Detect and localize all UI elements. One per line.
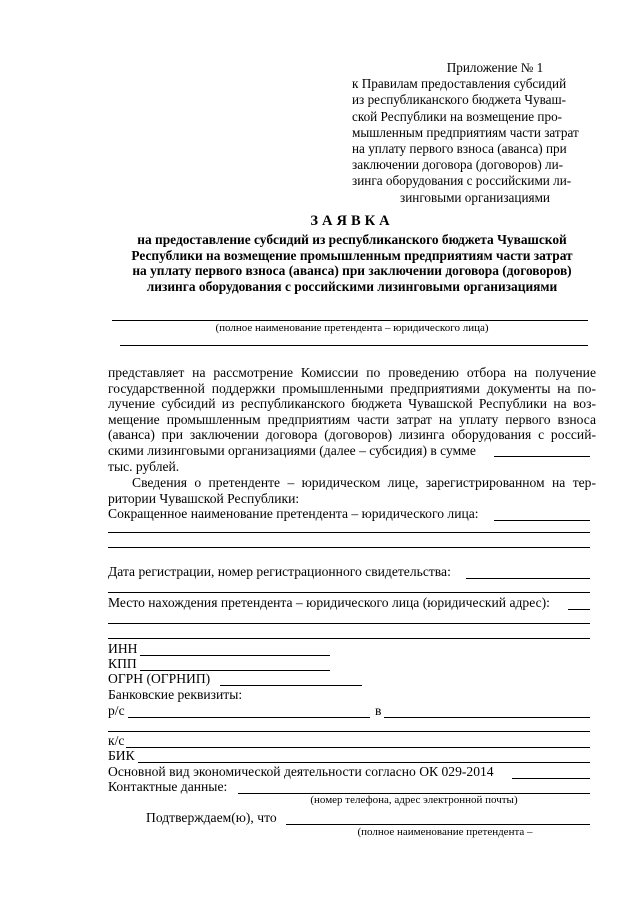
intro-line: (аванса) при заключении договора (договоров) лизинга оборудования с россий-	[108, 427, 596, 443]
annex-line: на уплату первого взноса (аванса) при	[352, 141, 567, 157]
reg-date-field[interactable]	[466, 578, 590, 579]
bank-field-2[interactable]	[108, 731, 590, 732]
address-field[interactable]	[568, 609, 590, 610]
intro-line: государственной поддержки промышленными предприятиями документы на по-	[108, 380, 596, 396]
annex-line: мышленным предприятиям части затрат	[352, 124, 579, 140]
address-field-3[interactable]	[108, 638, 590, 639]
address-label: Место нахождения претендента – юридического лица (юридический адрес):	[108, 595, 550, 610]
applicant-name-field[interactable]	[112, 320, 588, 321]
subtitle-line: на уплату первого взноса (аванса) при заключении договора (договоров)	[132, 263, 572, 278]
bik-label: БИК	[108, 748, 135, 763]
bank-name-field[interactable]	[384, 717, 590, 718]
short-name-field-2[interactable]	[108, 532, 590, 533]
contacts-hint: (номер телефона, адрес электронной почты)	[310, 794, 518, 806]
intro-paragraph	[108, 365, 596, 474]
amount-field[interactable]	[494, 456, 590, 457]
subtitle-line: лизинга оборудования с российскими лизинговыми организациями	[146, 278, 558, 294]
annex-line: из республиканского бюджета Чуваш-	[352, 92, 567, 108]
document-title: ЗАЯВКА	[310, 213, 394, 229]
short-name-label: Сокращенное наименование претендента – юридического лица:	[108, 506, 479, 521]
bank-label: Банковские реквизиты:	[108, 687, 243, 702]
intro-line: представляет на рассмотрение Комиссии по проведению отбора на получение	[108, 365, 596, 380]
bank-in-label: в	[375, 703, 382, 718]
bik-field[interactable]	[138, 762, 590, 763]
reg-date-label: Дата регистрации, номер регистрационного свидетельства:	[108, 564, 451, 579]
ogrn-field[interactable]	[220, 685, 362, 686]
info-line: Сведения о претенденте – юридическом лице, зарегистрированном на тер-	[132, 475, 596, 490]
contacts-label: Контактные данные:	[108, 779, 228, 794]
intro-line: мещение промышленным предприятиям части затрат на уплату первого взноса	[108, 411, 596, 427]
rs-field[interactable]	[128, 717, 370, 718]
annex-line: зинга оборудования с российскими ли-	[352, 173, 572, 189]
confirm-hint: (полное наименование претендента –	[357, 826, 533, 838]
intro-line: лучение субсидий из республиканского бюджета Чувашской Республики на воз-	[108, 396, 596, 412]
annex-block	[352, 60, 598, 206]
annex-line: зинговыми организациями	[400, 189, 550, 205]
info-line: ритории Чувашской Республики:	[108, 490, 300, 506]
applicant-name-field-2[interactable]	[120, 345, 588, 346]
address-field-2[interactable]	[108, 623, 590, 624]
okved-label: Основной вид экономической деятельности согласно ОК 029-2014	[108, 764, 494, 779]
reg-date-field-2[interactable]	[108, 592, 590, 593]
short-name-field-3[interactable]	[108, 547, 590, 548]
annex-number: Приложение № 1	[446, 60, 544, 75]
amount-unit: тыс. рублей.	[108, 458, 180, 474]
subtitle-line: Республики на возмещение промышленным предприятиям части затрат	[131, 247, 573, 263]
annex-line: ской Республики на возмещение про-	[352, 108, 563, 124]
intro-line: скими лизинговыми организациями (далее – субсидия) в сумме	[108, 442, 476, 458]
short-name-field[interactable]	[494, 520, 590, 521]
rs-label: р/с	[108, 703, 125, 718]
inn-field[interactable]	[140, 655, 330, 656]
confirm-label: Подтверждаем(ю), что	[146, 810, 277, 825]
annex-line: к Правилам предоставления субсидий	[352, 76, 567, 92]
annex-line: заключении договора (договоров) ли-	[352, 157, 564, 173]
ogrn-label: ОГРН (ОГРНИП)	[108, 671, 211, 686]
confirm-field[interactable]	[286, 824, 590, 825]
ks-label: к/с	[108, 733, 125, 748]
kpp-label: КПП	[108, 656, 137, 671]
document-subtitle	[104, 232, 600, 294]
inn-label: ИНН	[108, 641, 138, 656]
ks-field[interactable]	[126, 747, 590, 748]
subtitle-line: на предоставление субсидий из республиканского бюджета Чувашской	[137, 232, 567, 247]
okved-field[interactable]	[512, 778, 590, 779]
applicant-name-hint: (полное наименование претендента – юридического лица)	[215, 322, 489, 334]
info-paragraph	[108, 475, 596, 506]
